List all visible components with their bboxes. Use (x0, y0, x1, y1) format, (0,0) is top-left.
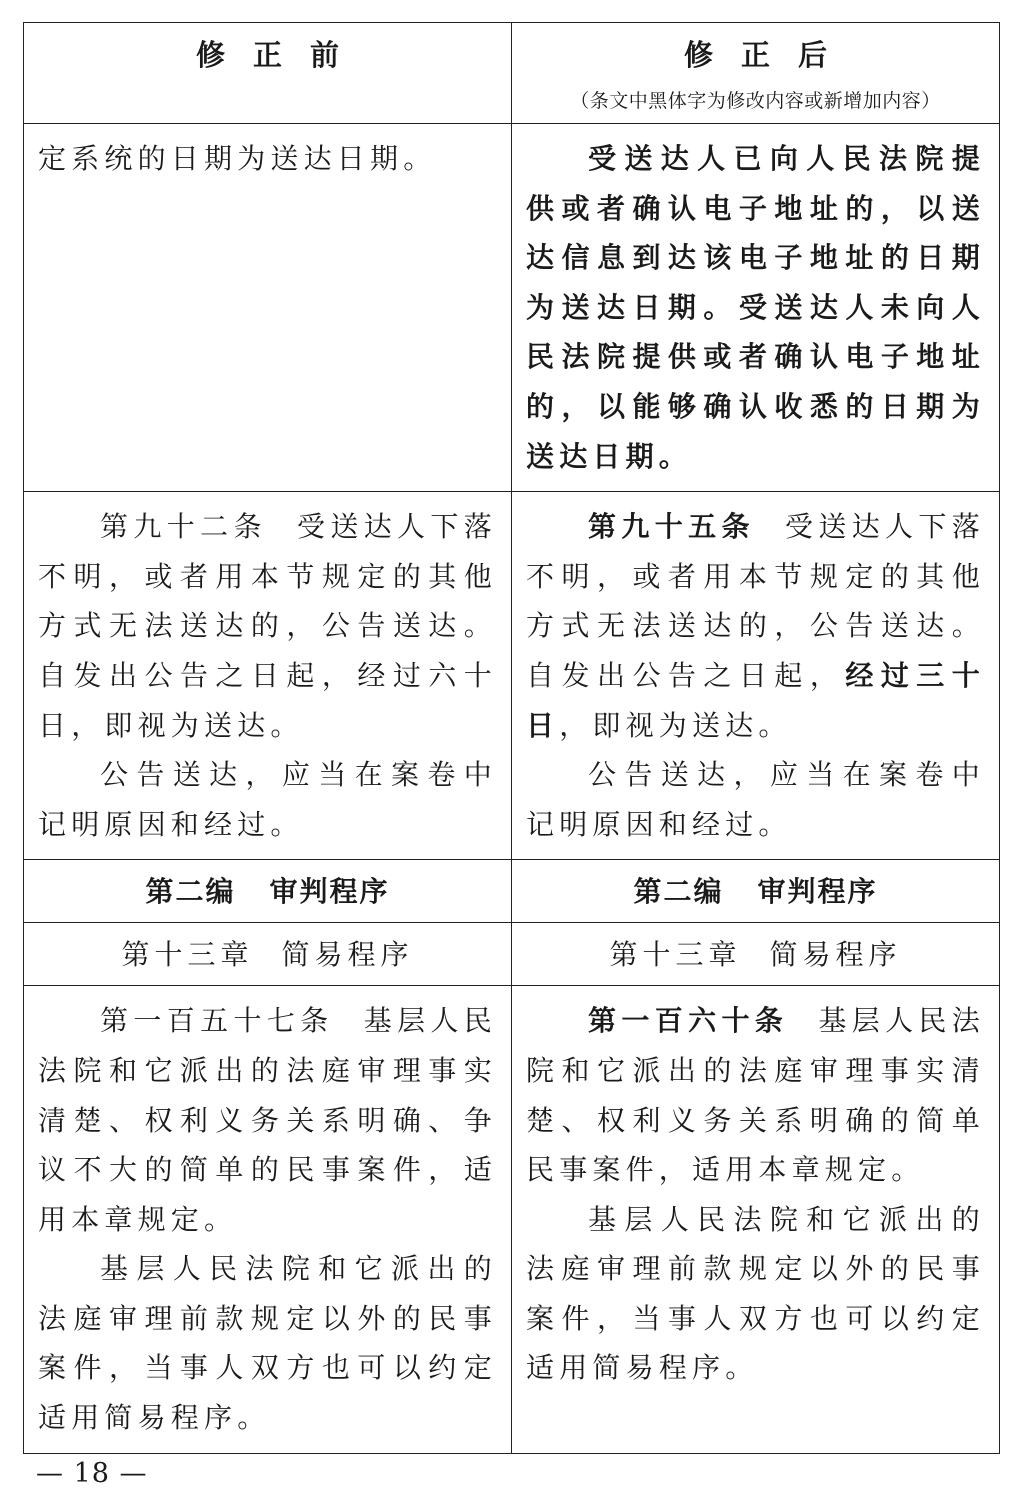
article-text: 受送达人下落不明，或者用本节规定的其他方式无法送达的，公告送达。自发出公告之日起， (526, 510, 985, 692)
comparison-row (24, 986, 1000, 1453)
article-number-bold: 第一百六十条 (588, 1004, 789, 1038)
after-paragraph (526, 996, 985, 1194)
part-title: 审判程序 (757, 875, 878, 909)
chapter-heading-row (24, 923, 1000, 986)
part-heading-row (24, 860, 1000, 923)
before-paragraph (38, 502, 497, 750)
before-cell (24, 492, 512, 860)
before-cell (24, 124, 512, 492)
after-header-cell (512, 23, 1000, 124)
article-number-bold: 第九十五条 (588, 510, 755, 544)
after-chapter-cell (512, 923, 1000, 986)
before-part-cell (24, 860, 512, 923)
page-number: — 18 — (36, 1458, 148, 1489)
before-paragraph: 基层人民法院和它派出的法庭审理前款规定以外的民事案件，当事人双方也可以约定适用简易程序。 (38, 1252, 497, 1435)
after-cell (512, 986, 1000, 1453)
before-paragraph: 公告送达，应当在案卷中记明原因和经过。 (38, 758, 497, 841)
after-header-note: （条文中黑体字为修改内容或新增加内容） (570, 90, 941, 112)
before-paragraph: 定系统的日期为送达日期。 (38, 142, 437, 175)
article-number: 第一百五十七条 (100, 1004, 334, 1038)
before-header-title: 修正前 (195, 38, 367, 72)
header-row (24, 23, 1000, 124)
part-number: 第二编 (145, 875, 236, 909)
comparison-table (23, 22, 1000, 1454)
comparison-row (24, 492, 1000, 860)
after-paragraph: 公告送达，应当在案卷中记明原因和经过。 (526, 758, 985, 841)
part-title: 审判程序 (269, 875, 390, 909)
after-header-title: 修正后 (683, 38, 855, 72)
chapter-number: 第十三章 (121, 938, 254, 972)
before-paragraph (38, 996, 497, 1244)
chapter-number: 第十三章 (609, 938, 742, 972)
article-number: 第九十二条 (100, 510, 267, 544)
after-cell (512, 492, 1000, 860)
before-chapter-cell (24, 923, 512, 986)
comparison-row (24, 124, 1000, 492)
after-paragraph: 基层人民法院和它派出的法庭审理前款规定以外的民事案件，当事人双方也可以约定适用简易程序。 (526, 1202, 985, 1385)
chapter-title: 简易程序 (769, 938, 902, 972)
article-text: ，即视为送达。 (559, 708, 792, 742)
amended-text-bold: 经过三十日 (526, 658, 985, 742)
article-text: 受送达人下落不明，或者用本节规定的其他方式无法送达的，公告送达。自发出公告之日起，经过六十日，即视为送达。 (38, 510, 497, 742)
article-text: 基层人民法院和它派出的法庭审理事实清楚、权利义务关系明确的简单民事案件，适用本章规定。 (526, 1004, 985, 1187)
article-text: 基层人民法院和它派出的法庭审理事实清楚、权利义务关系明确、争议不大的简单的民事案件，适用本章规定。 (38, 1004, 497, 1236)
after-paragraph-bold: 受送达人已向人民法院提供或者确认电子地址的，以送达信息到达该电子地址的日期为送达日期。受送达人未向人民法院提供或者确认电子地址的，以能够确认收悉的日期为送达日期。 (526, 142, 985, 473)
chapter-title: 简易程序 (281, 938, 414, 972)
before-header-cell (24, 23, 512, 124)
before-cell (24, 986, 512, 1453)
after-cell (512, 124, 1000, 492)
after-part-cell (512, 860, 1000, 923)
part-number: 第二编 (633, 875, 724, 909)
after-paragraph (526, 502, 985, 750)
